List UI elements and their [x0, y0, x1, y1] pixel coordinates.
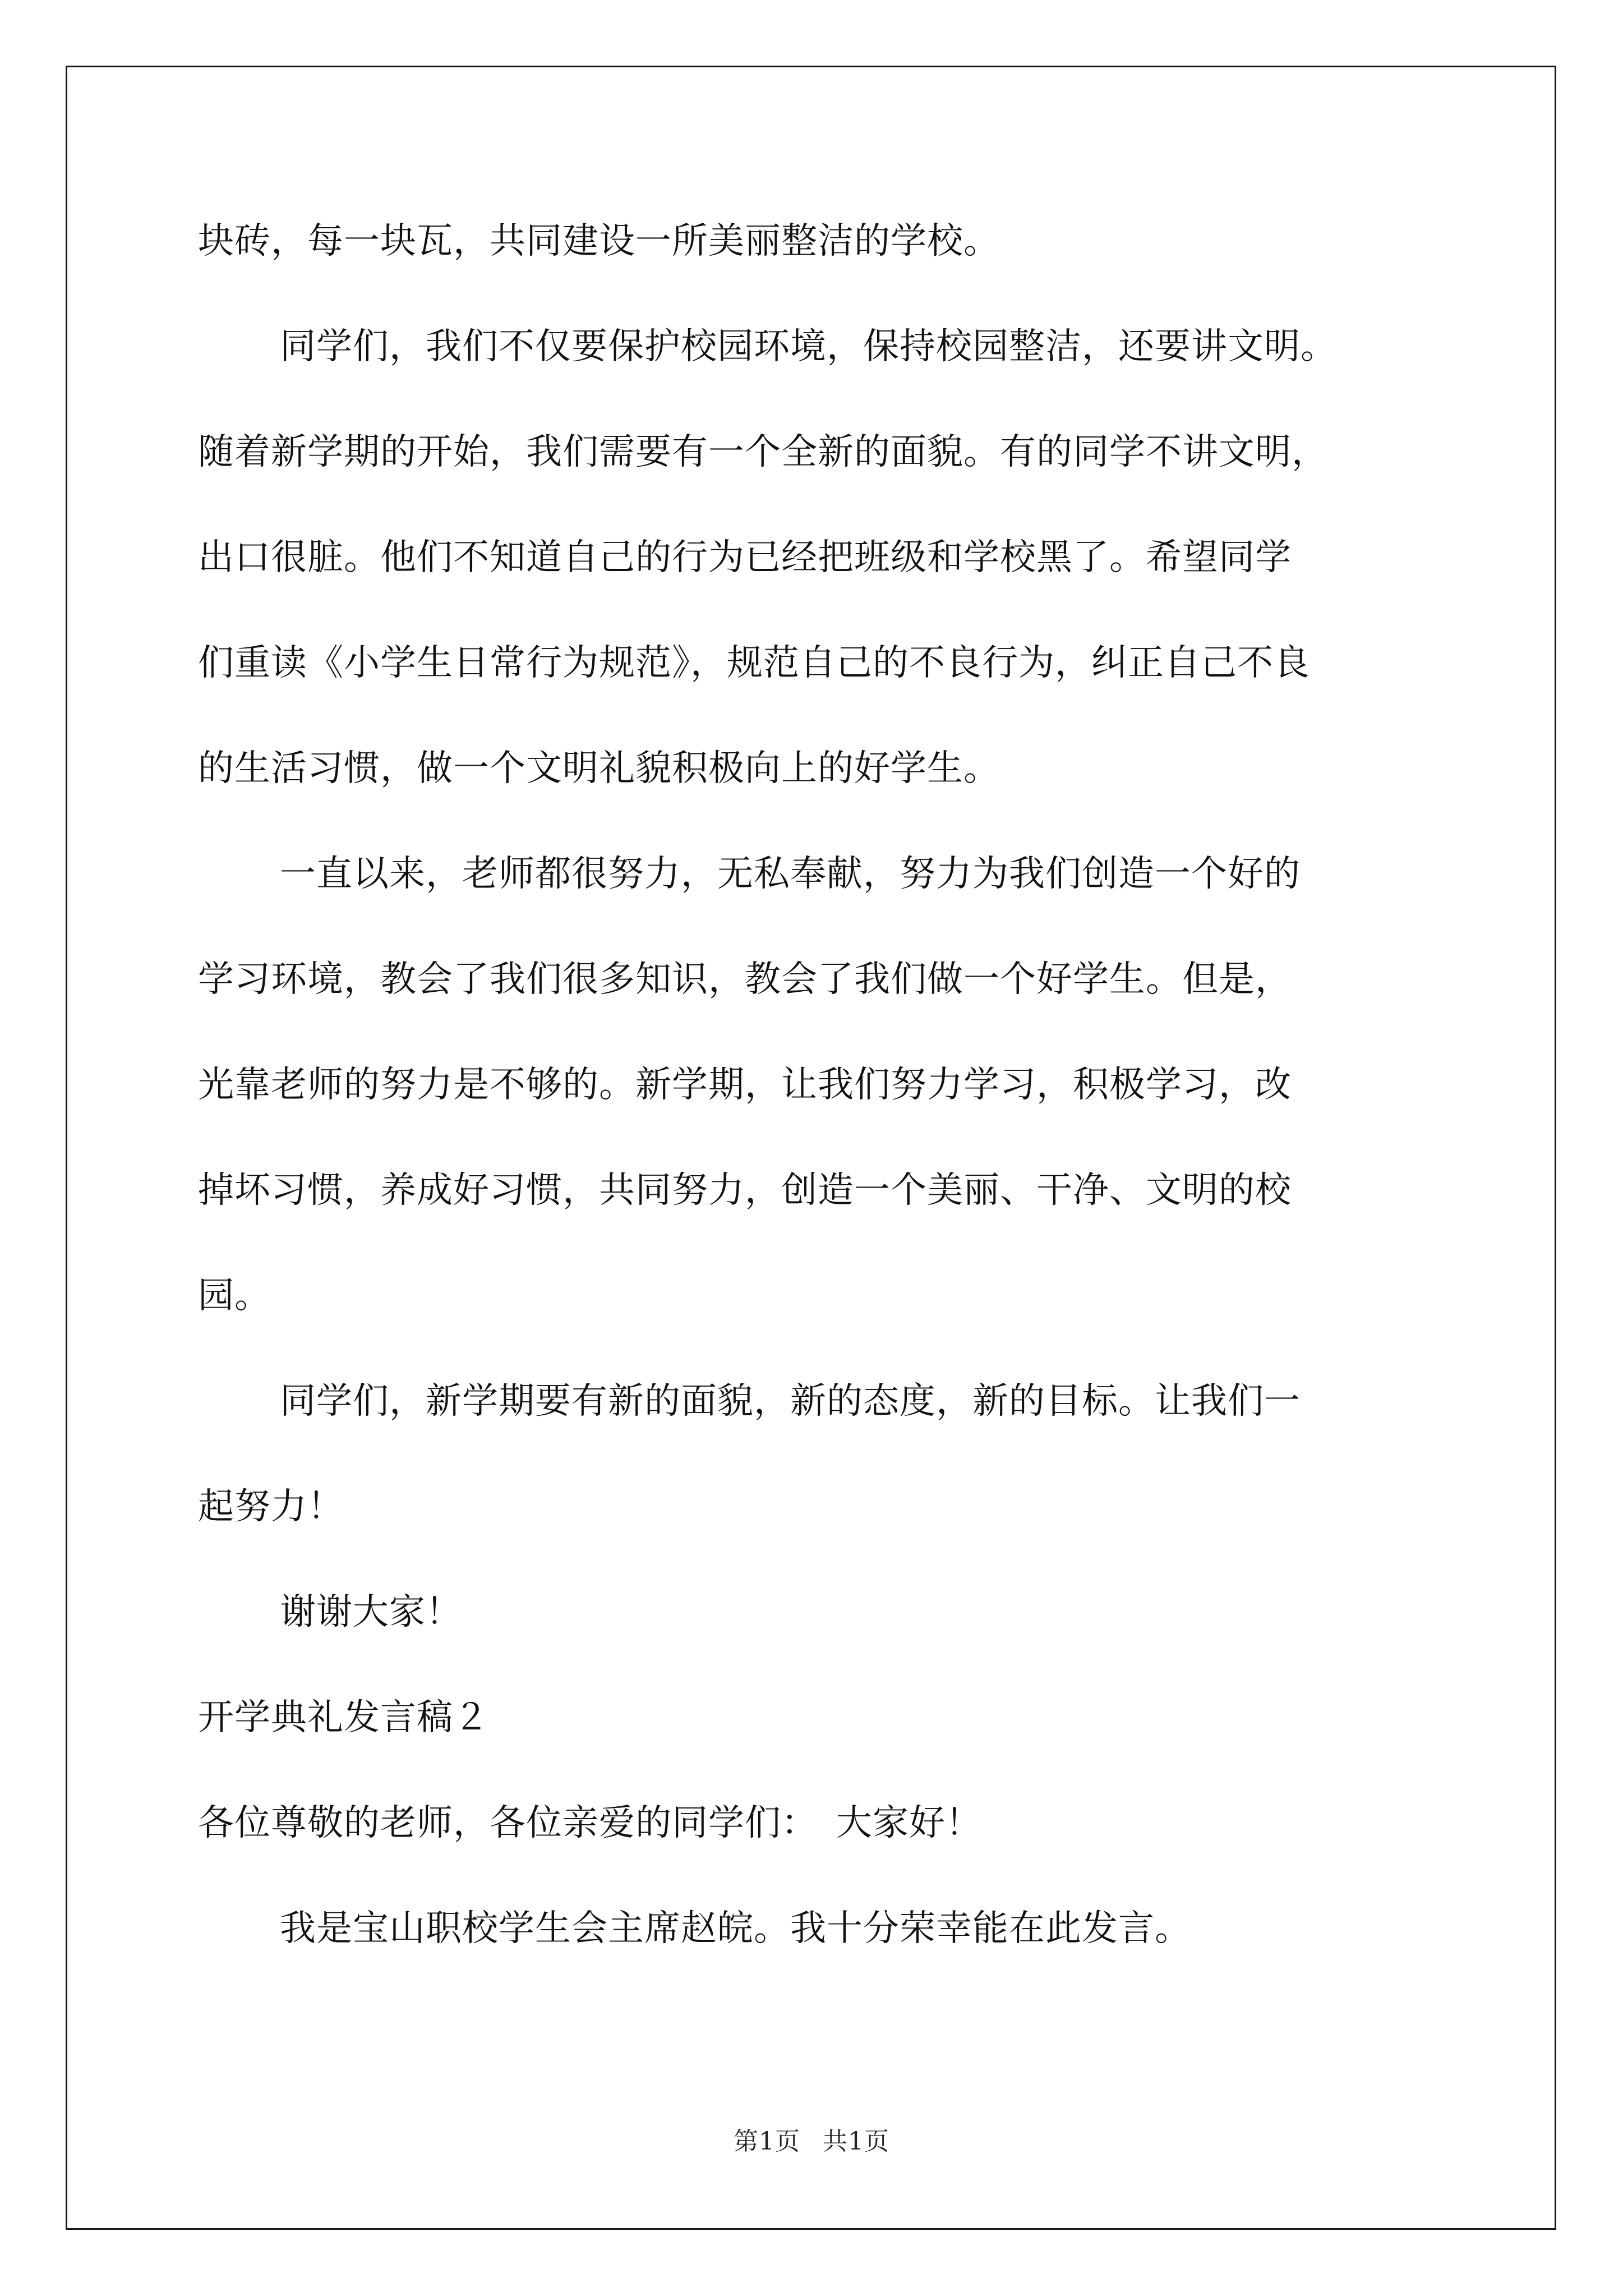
page-total: 共1页 [823, 2127, 889, 2156]
text-line: 学习环境，教会了我们很多知识，教会了我们做一个好学生。但是， [198, 959, 1292, 1000]
text-line: 起努力！ [198, 1486, 344, 1527]
text-line: 们重读《小学生日常行为规范》，规范自己的不良行为，纠正自己不良 [198, 642, 1310, 684]
text-line: 园。 [198, 1275, 271, 1317]
page-footer [0, 2126, 1623, 2157]
text-line: 掉坏习惯，养成好习惯，共同努力，创造一个美丽、干净、文明的校 [198, 1170, 1292, 1211]
text-line: 一直以来，老师都很努力，无私奉献，努力为我们创造一个好的 [280, 853, 1301, 895]
text-line: 谢谢大家！ [280, 1591, 462, 1633]
greeting-line: 各位尊敬的老师，各位亲爱的同学们： 大家好！ [198, 1802, 982, 1844]
text-line: 块砖，每一块瓦，共同建设一所美丽整洁的学校。 [198, 220, 1000, 262]
text-line: 光靠老师的努力是不够的。新学期，让我们努力学习，积极学习，改 [198, 1064, 1292, 1106]
text-line: 的生活习惯，做一个文明礼貌积极向上的好学生。 [198, 748, 1000, 789]
page-number: 第1页 [734, 2127, 800, 2156]
section-heading: 开学典礼发言稿２ [198, 1697, 490, 1738]
text-line: 出口很脏。他们不知道自己的行为已经把班级和学校黑了。希望同学 [198, 537, 1292, 578]
text-line: 我是宝山职校学生会主席赵皖。我十分荣幸能在此发言。 [280, 1908, 1191, 1949]
text-line: 同学们，我们不仅要保护校园环境，保持校园整洁，还要讲文明。 [280, 326, 1337, 367]
text-line: 同学们，新学期要有新的面貌，新的态度，新的目标。让我们一 [280, 1381, 1301, 1422]
page-border [66, 66, 1556, 2230]
text-line: 随着新学期的开始，我们需要有一个全新的面貌。有的同学不讲文明， [198, 431, 1328, 473]
